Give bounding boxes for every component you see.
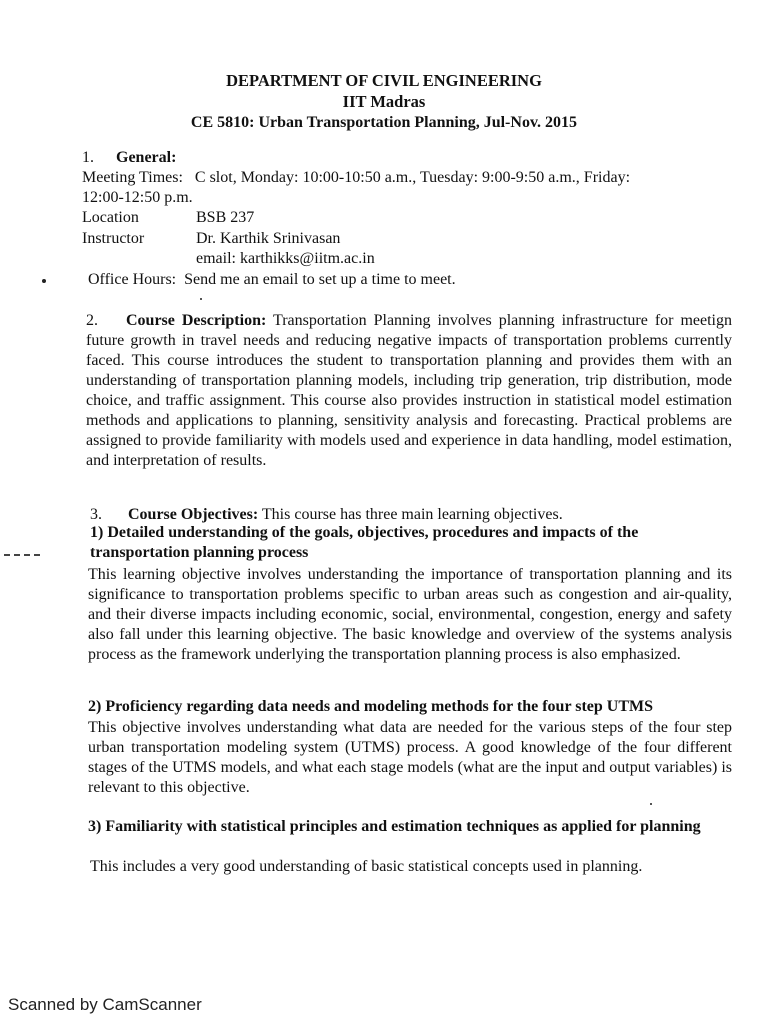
meeting-times-row: [82, 168, 630, 188]
email-row: [82, 249, 375, 269]
instructor-label: Instructor: [82, 230, 145, 247]
objectives-intro: This course has three main learning objectives.: [261, 506, 563, 523]
objective-1-text: This learning objective involves understanding the importance of transportation planning and its significance to transportation problems specific to urban areas such as congestion and air-quality, and their diverse impacts including economic, social, environmental, congestion, energy and safety also fall under this learning objective. The basic knowledge and overview of the systems analysis process as the framework underlying the transportation planning process is also emphasized.: [88, 566, 732, 663]
course-title: CE 5810: Urban Transportation Planning, Jul-Nov. 2015: [190, 114, 578, 131]
instructor-row: [82, 229, 340, 249]
scan-speck: [200, 298, 202, 300]
objective-3-heading: 3) Familiarity with statistical principles and estimation techniques as applied for planning: [88, 818, 701, 835]
office-hours-label: Office Hours:: [88, 271, 177, 288]
instructor-email: email: karthikks@iitm.ac.in: [196, 250, 375, 267]
institute-name: IIT Madras: [342, 92, 426, 111]
location-value: BSB 237: [196, 209, 255, 226]
general-title: General:: [116, 149, 177, 166]
general-heading: [82, 148, 176, 168]
meeting-value: C slot, Monday: 10:00-10:50 a.m., Tuesday: 9:00-9:50 a.m., Friday:: [194, 169, 631, 186]
objectives-heading: [90, 505, 563, 525]
meeting-times-row-2: [82, 188, 193, 208]
department-title: DEPARTMENT OF CIVIL ENGINEERING: [226, 71, 542, 90]
objective-2-heading: 2) Proficiency regarding data needs and modeling methods for the four step UTMS: [88, 698, 654, 715]
objectives-number: 3.: [90, 506, 102, 523]
objective-1-heading: 1) Detailed understanding of the goals, objectives, procedures and impacts of the transportation planning process: [90, 524, 639, 561]
meeting-label: Meeting Times:: [82, 169, 183, 186]
office-hours-row: [88, 270, 456, 290]
objectives-title: Course Objectives:: [128, 506, 259, 523]
camscanner-watermark: Scanned by CamScanner: [8, 995, 202, 1014]
objective-2-text: This objective involves understanding what data are needed for the various steps of the four step urban transportation modeling system (UTMS) process. A good knowledge of the four different stages of the UTMS models, and what each stage models (what are the input and output variables) is relevant to this objective.: [88, 719, 732, 796]
course-description: [86, 311, 732, 471]
meeting-value-cont: 12:00-12:50 p.m.: [82, 189, 193, 206]
office-hours-value: Send me an email to set up a time to meet.: [184, 271, 456, 288]
description-text: Transportation Planning involves planning infrastructure for meetign future growth in travel needs and reducing negative impacts of transportation problems currently faced. This course introduces the student to transportation planning and provides them with an understanding of transportation planning models, including trip generation, trip distribution, mode choice, and traffic assignment. This course also provides instruction in statistical model estimation methods and applications to planning, sensitivity analysis and forecasting. Practical problems are assigned to provide familiarity with models used and experience in data handling, model estimation, and interpretation of results.: [86, 312, 733, 469]
location-label: Location: [82, 209, 139, 226]
scan-speck: [650, 803, 652, 805]
instructor-value: Dr. Karthik Srinivasan: [196, 230, 341, 247]
document-header: [0, 70, 768, 133]
objective-3-text: This includes a very good understanding of basic statistical concepts used in planning.: [90, 858, 643, 875]
description-number: 2.: [86, 312, 98, 329]
general-number: 1.: [82, 149, 94, 166]
location-row: [82, 208, 254, 228]
description-title: Course Description:: [126, 312, 267, 329]
scan-speck: [42, 279, 46, 283]
scan-dash-mark: [4, 554, 44, 556]
